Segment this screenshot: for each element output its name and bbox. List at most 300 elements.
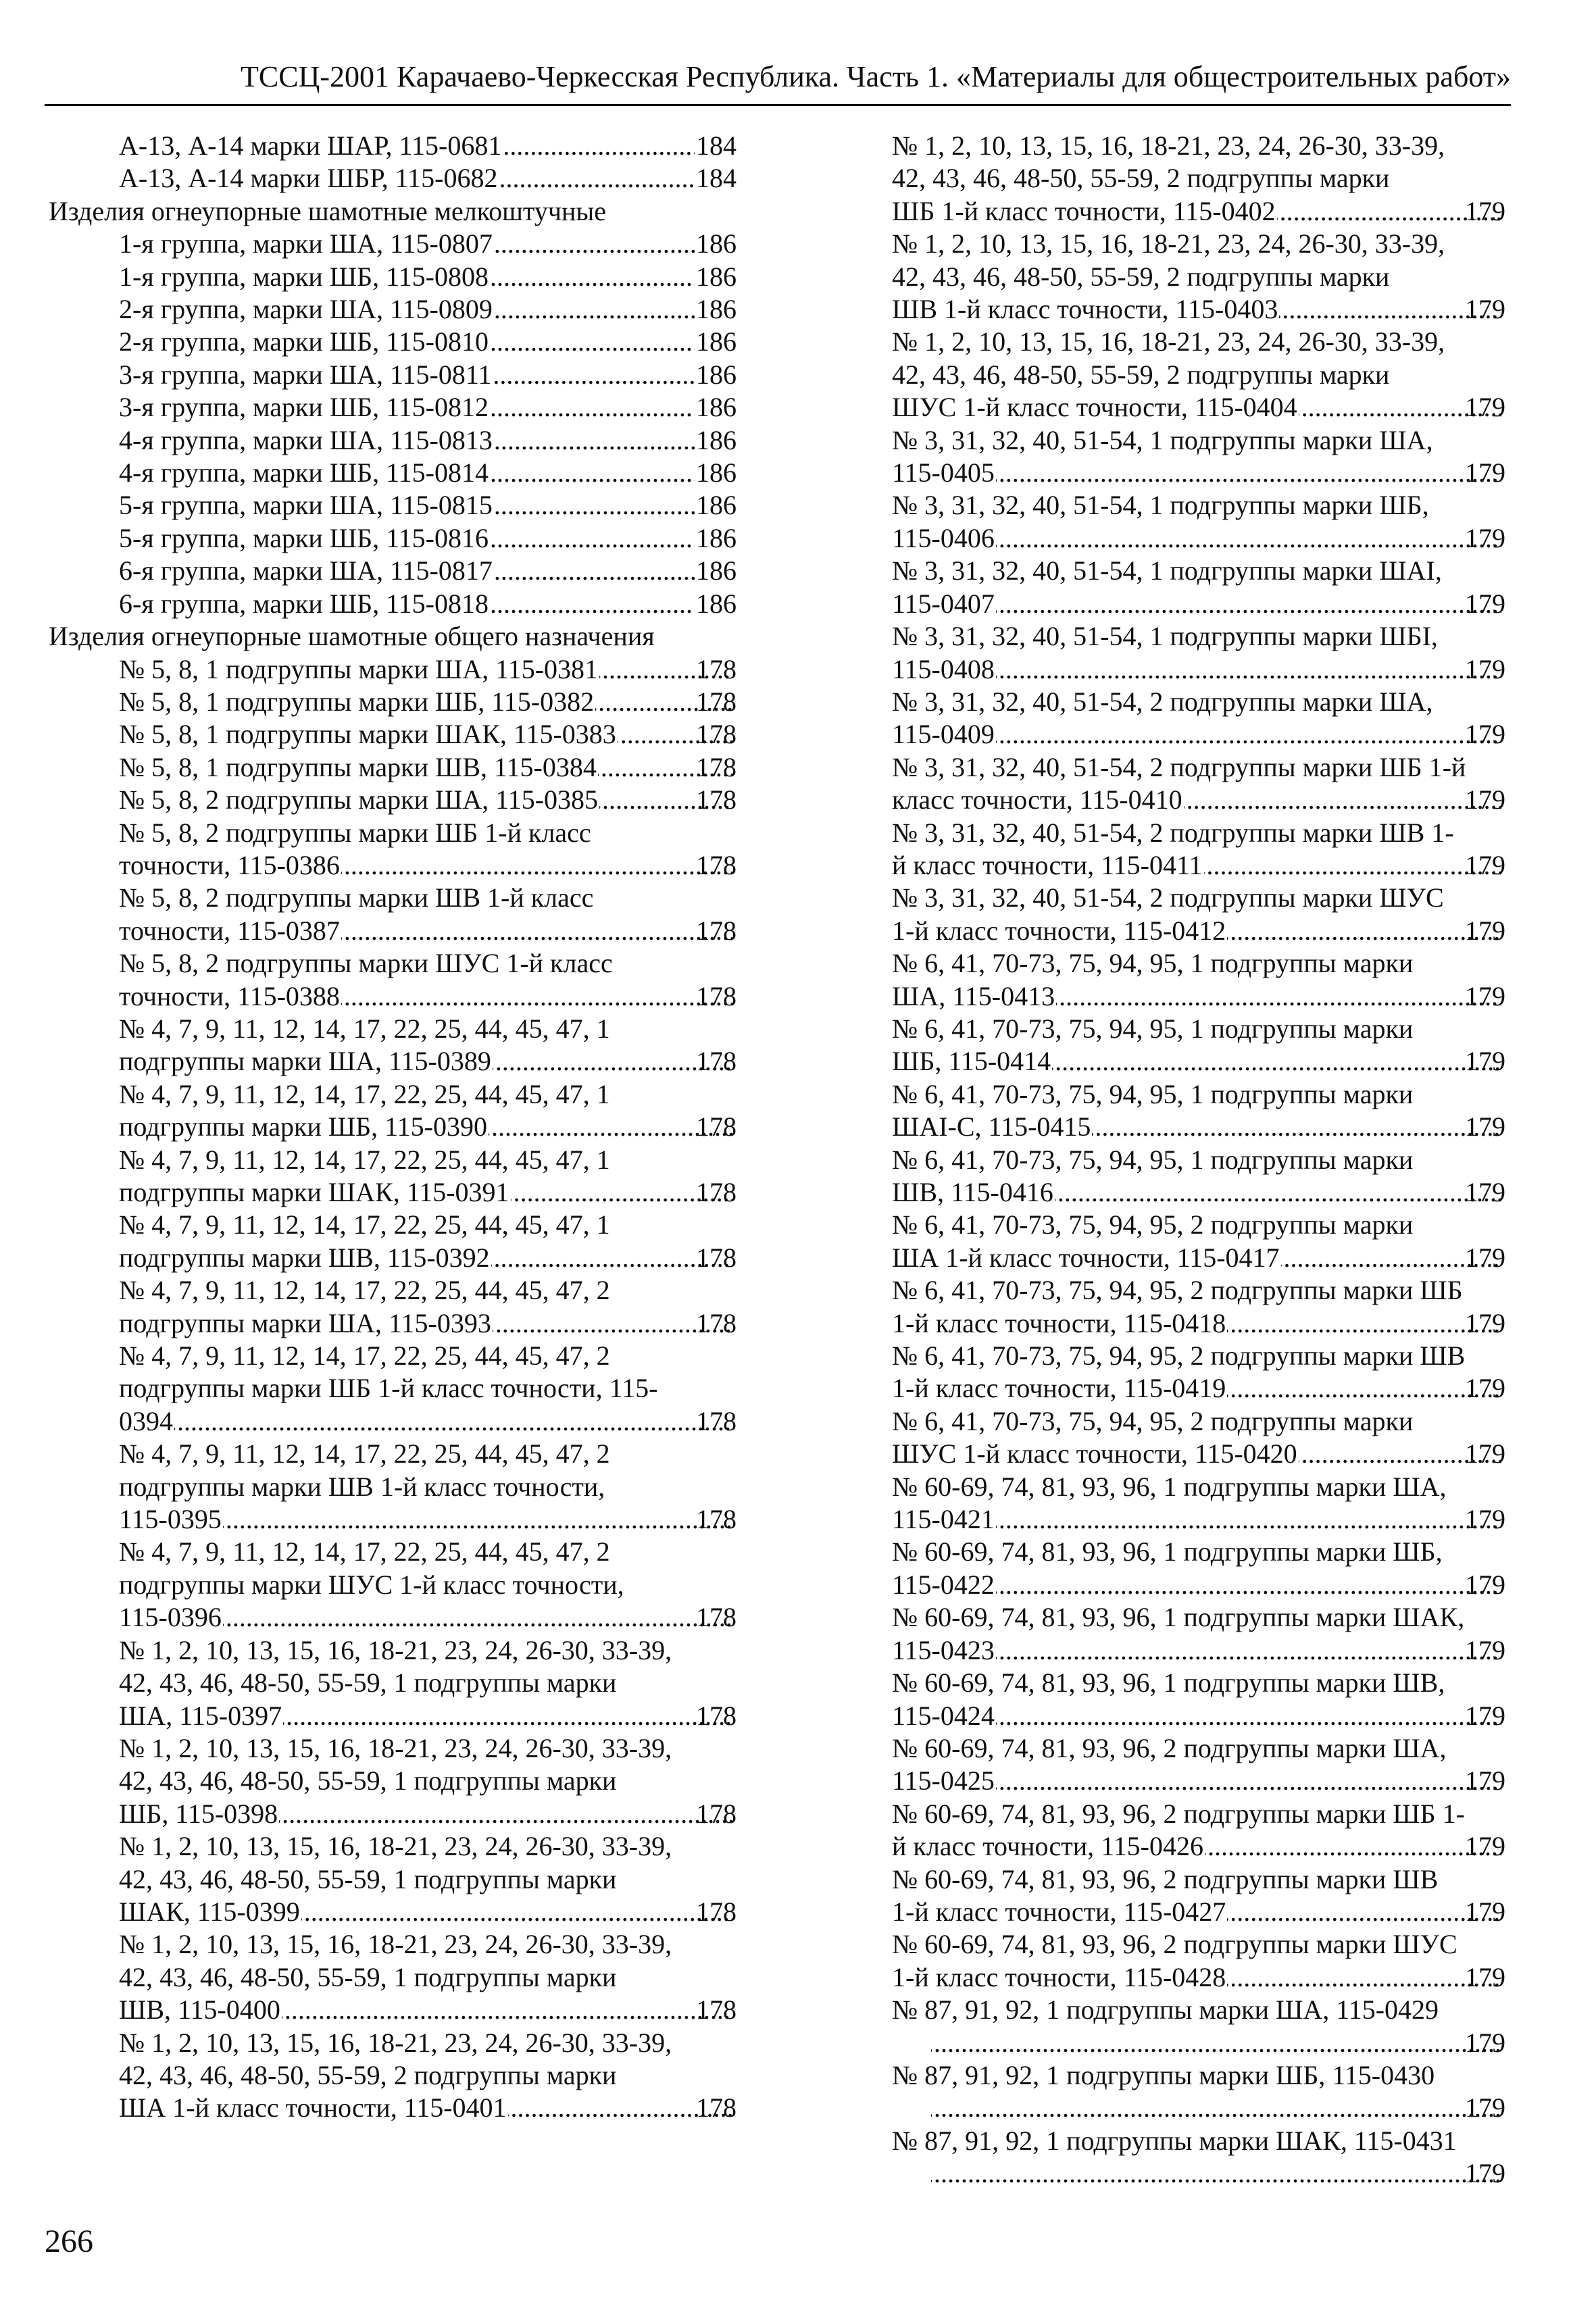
entry-text: № 6, 41, 70-73, 75, 94, 95, 2 подгруппы марки ШВ [892, 1340, 1466, 1372]
index-entry [49, 817, 737, 882]
dot-leader [1227, 1307, 1501, 1340]
index-entry [892, 1536, 1505, 1601]
entry-page-number: 178 [696, 1242, 737, 1273]
index-section-heading [49, 195, 737, 228]
entry-page-number: 179 [1465, 2158, 1505, 2189]
entry-page-number: 186 [696, 457, 737, 488]
entry-page-number: 178 [696, 980, 737, 1011]
entry-page-number: 184 [696, 130, 737, 161]
entry-text: А-13, А-14 марки ШАР, 115-0681 [119, 130, 502, 161]
entry-text: 1-я группа, марки ША, 115-0807 [119, 228, 493, 259]
index-column-right [892, 130, 1505, 2190]
dot-leader [490, 588, 695, 620]
dot-leader [1227, 1896, 1501, 1928]
entry-text: № 6, 41, 70-73, 75, 94, 95, 1 подгруппы марки [892, 1078, 1414, 1109]
entry-text: № 4, 7, 9, 11, 12, 14, 17, 22, 25, 44, 45, 47, 2 [119, 1340, 610, 1372]
index-entry [49, 1830, 737, 1928]
dot-leader [996, 1634, 1501, 1667]
index-entry [49, 1928, 737, 2026]
entry-text: № 1, 2, 10, 13, 15, 16, 18-21, 23, 24, 26-30, 33-39, [892, 228, 1445, 259]
dot-leader [494, 424, 695, 457]
entry-page-number: 179 [1465, 1961, 1505, 1992]
entry-page-number: 179 [1465, 457, 1505, 488]
index-entry [892, 555, 1505, 620]
entry-page-number: 179 [1465, 294, 1505, 325]
entry-page-number: 179 [1465, 653, 1505, 684]
entry-page-number: 178 [696, 1700, 737, 1731]
entry-page-number: 178 [696, 653, 737, 684]
entry-text: 115-0421 [892, 1504, 995, 1535]
index-entry [49, 162, 737, 195]
entry-text: ШБ 1-й класс точности, 115-0402 [892, 195, 1276, 226]
dot-leader [1227, 915, 1501, 947]
index-entry [892, 882, 1505, 947]
index-entry [49, 1209, 737, 1274]
dot-leader [1204, 849, 1502, 882]
entry-text: подгруппы марки ШВ 1-й класс точности, [119, 1471, 605, 1502]
entry-page-number: 179 [1465, 2027, 1505, 2058]
entry-text: 42, 43, 46, 48-50, 55-59, 2 подгруппы марки [892, 359, 1390, 390]
entry-text: 3-я группа, марки ША, 115-0811 [119, 359, 492, 390]
entry-text: 115-0396 [119, 1602, 222, 1633]
entry-page-number: 179 [1465, 1634, 1505, 1665]
entry-text: 115-0409 [892, 719, 995, 750]
index-entry [892, 1667, 1505, 1732]
index-entry [892, 620, 1505, 686]
dot-leader [1052, 1045, 1501, 1078]
dot-leader [490, 522, 695, 555]
entry-page-number: 178 [696, 784, 737, 815]
index-entry [49, 391, 737, 424]
entry-page-number: 186 [696, 228, 737, 259]
entry-text: 0394 [119, 1405, 173, 1436]
dot-leader [282, 1994, 732, 2026]
entry-text: № 4, 7, 9, 11, 12, 14, 17, 22, 25, 44, 45, 47, 1 [119, 1078, 610, 1109]
entry-text: 42, 43, 46, 48-50, 55-59, 2 подгруппы марки [119, 2059, 617, 2090]
header-title: ТССЦ-2001 Карачаево-Черкесская Республика. Часть 1. «Материалы для общестроительных работ» [241, 60, 1511, 93]
dot-leader [1227, 1372, 1501, 1405]
entry-page-number: 179 [1465, 2092, 1505, 2123]
index-entry [49, 228, 737, 260]
index-entry [49, 1013, 737, 1078]
entry-text: № 5, 8, 1 подгруппы марки ША, 115-0381 [119, 653, 599, 684]
entry-text: № 1, 2, 10, 13, 15, 16, 18-21, 23, 24, 26-30, 33-39, [119, 1831, 672, 1862]
entry-page-number: 179 [1465, 1896, 1505, 1927]
entry-text: 2-я группа, марки ШБ, 115-0810 [119, 326, 489, 357]
dot-leader [341, 915, 732, 947]
entry-text: подгруппы марки ШБ, 115-0390 [119, 1111, 487, 1142]
entry-text: № 1, 2, 10, 13, 15, 16, 18-21, 23, 24, 26-30, 33-39, [892, 326, 1445, 357]
entry-text: № 3, 31, 32, 40, 51-54, 2 подгруппы марки ШБ 1-й [892, 751, 1466, 782]
entry-text: ШБ, 115-0414 [892, 1046, 1051, 1077]
entry-text: подгруппы марки ШБ 1-й класс точности, 115- [119, 1373, 658, 1404]
dot-leader [931, 2027, 1501, 2059]
entry-text: й класс точности, 115-0426 [892, 1831, 1203, 1862]
index-entry [49, 1438, 737, 1536]
entry-text: № 87, 91, 92, 1 подгруппы марки ША, 115-0429 [892, 1994, 1439, 2026]
entry-page-number: 178 [696, 686, 737, 717]
entry-text: № 60-69, 74, 81, 93, 96, 2 подгруппы марки ШВ [892, 1863, 1439, 1894]
running-header [45, 59, 1511, 106]
entry-text: № 4, 7, 9, 11, 12, 14, 17, 22, 25, 44, 45, 47, 1 [119, 1209, 610, 1240]
index-entry [892, 1994, 1505, 2059]
index-entry [892, 686, 1505, 751]
entry-text: ШАК, 115-0399 [119, 1896, 300, 1927]
entry-text: подгруппы марки ША, 115-0393 [119, 1307, 491, 1338]
entry-text: № 6, 41, 70-73, 75, 94, 95, 2 подгруппы марки ШБ [892, 1275, 1463, 1306]
entry-page-number: 186 [696, 522, 737, 553]
entry-text: 115-0407 [892, 588, 995, 619]
dot-leader [341, 849, 732, 882]
entry-page-number: 178 [696, 849, 737, 880]
index-entry [892, 228, 1505, 326]
entry-text: № 3, 31, 32, 40, 51-54, 1 подгруппы марки ША, [892, 424, 1433, 455]
dot-leader [996, 1700, 1501, 1732]
dot-leader [341, 980, 732, 1013]
entry-text: № 4, 7, 9, 11, 12, 14, 17, 22, 25, 44, 45, 47, 2 [119, 1438, 610, 1469]
entry-page-number: 179 [1465, 195, 1505, 226]
entry-text: 115-0424 [892, 1700, 995, 1731]
index-entry [892, 1078, 1505, 1144]
dot-leader [494, 555, 695, 587]
entry-page-number: 179 [1465, 784, 1505, 815]
entry-text: № 6, 41, 70-73, 75, 94, 95, 2 подгруппы марки [892, 1405, 1414, 1436]
entry-text: № 3, 31, 32, 40, 51-54, 2 подгруппы марки ШУС [892, 882, 1444, 913]
entry-text: 115-0422 [892, 1569, 995, 1600]
entry-text: № 60-69, 74, 81, 93, 96, 2 подгруппы марки ШБ 1- [892, 1798, 1465, 1829]
index-entry [49, 1732, 737, 1830]
dot-leader [1227, 1961, 1501, 1994]
index-entry [892, 130, 1505, 228]
entry-text: № 6, 41, 70-73, 75, 94, 95, 1 подгруппы марки [892, 948, 1414, 979]
entry-text: 42, 43, 46, 48-50, 55-59, 1 подгруппы марки [119, 1667, 617, 1699]
entry-text: № 6, 41, 70-73, 75, 94, 95, 1 подгруппы марки [892, 1144, 1414, 1175]
entry-text: № 5, 8, 2 подгруппы марки ШБ 1-й класс [119, 817, 591, 848]
entry-text: № 5, 8, 1 подгруппы марки ШБ, 115-0382 [119, 686, 595, 717]
entry-text: 4-я группа, марки ШБ, 115-0814 [119, 457, 489, 488]
index-entry [892, 1471, 1505, 1536]
dot-leader [1092, 1111, 1501, 1143]
entry-text: Изделия огнеупорные шамотные мелкоштучные [49, 195, 607, 226]
index-entry [49, 1274, 737, 1340]
entry-page-number: 179 [1465, 588, 1505, 619]
dot-leader [493, 359, 695, 391]
entry-page-number: 179 [1465, 1177, 1505, 1207]
entry-text: 115-0423 [892, 1634, 995, 1665]
entry-text: № 5, 8, 2 подгруппы марки ШУС 1-й класс [119, 948, 613, 979]
index-entry [892, 1013, 1505, 1078]
index-section-heading [49, 620, 737, 653]
entry-page-number: 179 [1465, 1373, 1505, 1404]
dot-leader [996, 457, 1501, 489]
entry-page-number: 178 [696, 1602, 737, 1633]
entry-text: 3-я группа, марки ШБ, 115-0812 [119, 392, 489, 423]
entry-text: № 60-69, 74, 81, 93, 96, 1 подгруппы марки ШАК, [892, 1602, 1465, 1633]
index-entry [49, 718, 737, 751]
entry-text: № 3, 31, 32, 40, 51-54, 1 подгруппы марки ШБI, [892, 621, 1438, 652]
index-entry [892, 1732, 1505, 1798]
dot-leader [490, 391, 695, 424]
entry-text: ШУС 1-й класс точности, 115-0420 [892, 1438, 1297, 1469]
index-entry [892, 326, 1505, 424]
dot-leader [996, 1503, 1501, 1536]
entry-page-number: 179 [1465, 1438, 1505, 1469]
index-entry [892, 2125, 1505, 2190]
entry-text: 42, 43, 46, 48-50, 55-59, 2 подгруппы марки [892, 163, 1390, 194]
entry-text: точности, 115-0387 [119, 915, 340, 946]
index-entry [49, 522, 737, 555]
entry-page-number: 179 [1465, 1046, 1505, 1077]
entry-text: 115-0425 [892, 1765, 995, 1796]
entry-text: 2-я группа, марки ША, 115-0809 [119, 294, 493, 325]
index-entry [49, 326, 737, 358]
entry-text: подгруппы марки ШВ, 115-0392 [119, 1242, 490, 1273]
entry-text: № 6, 41, 70-73, 75, 94, 95, 1 подгруппы марки [892, 1013, 1414, 1044]
index-entry [49, 130, 737, 162]
dot-leader [1055, 1176, 1501, 1209]
entry-text: № 60-69, 74, 81, 93, 96, 1 подгруппы марки ШВ, [892, 1667, 1445, 1699]
entry-text: № 1, 2, 10, 13, 15, 16, 18-21, 23, 24, 26-30, 33-39, [119, 1634, 672, 1665]
entry-text: ША, 115-0413 [892, 980, 1055, 1011]
entry-text: 115-0406 [892, 522, 995, 553]
entry-text: ША 1-й класс точности, 115-0417 [892, 1242, 1280, 1273]
entry-page-number: 178 [696, 1111, 737, 1142]
entry-page-number: 186 [696, 490, 737, 521]
entry-page-number: 179 [1465, 392, 1505, 423]
index-entry [49, 424, 737, 457]
dot-leader [996, 522, 1501, 555]
page-number: 266 [45, 2223, 93, 2259]
entry-text: подгруппы марки ША, 115-0389 [119, 1046, 491, 1077]
entry-text: № 4, 7, 9, 11, 12, 14, 17, 22, 25, 44, 45, 47, 1 [119, 1144, 610, 1175]
index-entry [49, 1340, 737, 1438]
dot-leader [494, 228, 695, 260]
entry-text: № 3, 31, 32, 40, 51-54, 1 подгруппы марки ШБ, [892, 490, 1429, 521]
entry-text: 6-я группа, марки ШБ, 115-0818 [119, 588, 489, 619]
entry-page-number: 186 [696, 588, 737, 619]
entry-page-number: 179 [1465, 1765, 1505, 1796]
index-entry [49, 588, 737, 620]
entry-text: 115-0405 [892, 457, 995, 488]
entry-text: 1-й класс точности, 115-0428 [892, 1961, 1226, 1992]
entry-text: № 60-69, 74, 81, 93, 96, 2 подгруппы марки ША, [892, 1732, 1447, 1763]
entry-page-number: 186 [696, 424, 737, 455]
entry-page-number: 179 [1465, 915, 1505, 946]
entry-page-number: 179 [1465, 1504, 1505, 1535]
index-entry [892, 1274, 1505, 1340]
entry-page-number: 179 [1465, 1111, 1505, 1142]
entry-page-number: 178 [696, 1405, 737, 1436]
index-entry [49, 2027, 737, 2125]
entry-page-number: 178 [696, 1798, 737, 1829]
entry-text: № 4, 7, 9, 11, 12, 14, 17, 22, 25, 44, 45, 47, 1 [119, 1013, 610, 1044]
entry-text: ШВ 1-й класс точности, 115-0403 [892, 294, 1278, 325]
entry-text: № 6, 41, 70-73, 75, 94, 95, 2 подгруппы марки [892, 1209, 1414, 1240]
entry-text: 6-я группа, марки ША, 115-0817 [119, 555, 493, 586]
entry-text: й класс точности, 115-0411 [892, 849, 1203, 880]
index-entry [49, 947, 737, 1013]
entry-page-number: 179 [1465, 522, 1505, 553]
entry-page-number: 179 [1465, 849, 1505, 880]
dot-leader [279, 1798, 732, 1830]
entry-page-number: 186 [696, 326, 737, 357]
entry-text: 115-0395 [119, 1504, 222, 1535]
entry-text: 1-й класс точности, 115-0418 [892, 1307, 1226, 1338]
dot-leader [494, 489, 695, 522]
entry-page-number: 186 [696, 555, 737, 586]
entry-page-number: 179 [1465, 1831, 1505, 1862]
dot-leader [490, 326, 695, 358]
entry-page-number: 178 [696, 1896, 737, 1927]
dot-leader [490, 457, 695, 489]
index-entry [892, 1405, 1505, 1471]
entry-page-number: 179 [1465, 1307, 1505, 1338]
index-entry [49, 293, 737, 326]
entry-text: ШВ, 115-0416 [892, 1177, 1053, 1207]
index-entry [49, 784, 737, 816]
entry-text: № 3, 31, 32, 40, 51-54, 2 подгруппы марки ШВ 1- [892, 817, 1454, 848]
dot-leader [1184, 784, 1501, 816]
index-entry [49, 261, 737, 293]
entry-text: 5-я группа, марки ШБ, 115-0816 [119, 522, 489, 553]
index-entry [49, 359, 737, 391]
index-entry [892, 1863, 1505, 1929]
index-entry [892, 751, 1505, 817]
index-entry [892, 1601, 1505, 1667]
entry-text: ШУС 1-й класс точности, 115-0404 [892, 392, 1297, 423]
entry-text: № 5, 8, 2 подгруппы марки ШВ 1-й класс [119, 882, 594, 913]
dot-leader [996, 588, 1501, 620]
entry-text: ШАI-С, 115-0415 [892, 1111, 1091, 1142]
entry-text: ШВ, 115-0400 [119, 1994, 280, 2026]
dot-leader [223, 1601, 732, 1634]
index-entry [49, 1144, 737, 1209]
entry-page-number: 179 [1465, 1242, 1505, 1273]
entry-page-number: 179 [1465, 1569, 1505, 1600]
dot-leader [996, 1765, 1501, 1797]
dot-leader [1056, 980, 1501, 1013]
dot-leader [931, 2157, 1501, 2190]
index-entry [49, 653, 737, 686]
index-entry [49, 457, 737, 489]
entry-page-number: 178 [696, 1177, 737, 1207]
dot-leader [931, 2092, 1501, 2124]
entry-text: 1-й класс точности, 115-0412 [892, 915, 1226, 946]
entry-page-number: 178 [696, 2092, 737, 2123]
entry-page-number: 179 [1465, 719, 1505, 750]
index-entry [892, 1340, 1505, 1405]
dot-leader [996, 653, 1501, 686]
entry-text: 5-я группа, марки ША, 115-0815 [119, 490, 493, 521]
entry-page-number: 178 [696, 915, 737, 946]
entry-page-number: 178 [696, 719, 737, 750]
index-entry [49, 555, 737, 587]
entry-text: точности, 115-0388 [119, 980, 340, 1011]
entry-text: ША 1-й класс точности, 115-0401 [119, 2092, 507, 2123]
entry-text: 42, 43, 46, 48-50, 55-59, 1 подгруппы марки [119, 1863, 617, 1894]
entry-text: ШБ, 115-0398 [119, 1798, 278, 1829]
entry-text: № 5, 8, 2 подгруппы марки ША, 115-0385 [119, 784, 599, 815]
entry-text: 115-0408 [892, 653, 995, 684]
index-entry [892, 1144, 1505, 1209]
entry-text: 4-я группа, марки ША, 115-0813 [119, 424, 493, 455]
entry-text: 1-й класс точности, 115-0427 [892, 1896, 1226, 1927]
dot-leader [490, 261, 695, 293]
dot-leader [503, 130, 695, 162]
index-entry [892, 1928, 1505, 1994]
entry-text: 42, 43, 46, 48-50, 55-59, 1 подгруппы марки [119, 1765, 617, 1796]
dot-leader [996, 718, 1501, 751]
index-entry [892, 1209, 1505, 1274]
entry-text: Изделия огнеупорные шамотные общего назначения [49, 621, 655, 652]
entry-text: 42, 43, 46, 48-50, 55-59, 2 подгруппы марки [892, 261, 1390, 292]
entry-text: ША, 115-0397 [119, 1700, 282, 1731]
entry-text: № 4, 7, 9, 11, 12, 14, 17, 22, 25, 44, 45, 47, 2 [119, 1275, 610, 1306]
index-entry [892, 2059, 1505, 2125]
dot-leader [1205, 1830, 1501, 1863]
entry-text: № 1, 2, 10, 13, 15, 16, 18-21, 23, 24, 26-30, 33-39, [119, 2027, 672, 2058]
dot-leader [499, 162, 695, 195]
entry-page-number: 179 [1465, 980, 1505, 1011]
entry-page-number: 178 [696, 1046, 737, 1077]
index-entry [892, 817, 1505, 882]
index-entry [49, 1078, 737, 1144]
entry-page-number: 186 [696, 294, 737, 325]
entry-text: № 3, 31, 32, 40, 51-54, 2 подгруппы марки ША, [892, 686, 1433, 717]
dot-leader [301, 1896, 732, 1928]
entry-text: точности, 115-0386 [119, 849, 340, 880]
entry-text: 42, 43, 46, 48-50, 55-59, 1 подгруппы марки [119, 1961, 617, 1992]
dot-leader [174, 1405, 732, 1438]
entry-text: класс точности, 115-0410 [892, 784, 1182, 815]
entry-text: 1-й класс точности, 115-0419 [892, 1373, 1226, 1404]
index-entry [49, 882, 737, 947]
entry-page-number: 184 [696, 163, 737, 194]
entry-text: № 5, 8, 1 подгруппы марки ШАК, 115-0383 [119, 719, 616, 750]
index-entry [892, 947, 1505, 1013]
index-entry [49, 686, 737, 718]
index-entry [892, 424, 1505, 490]
entry-text: № 3, 31, 32, 40, 51-54, 1 подгруппы марки ШАI, [892, 555, 1442, 586]
dot-leader [223, 1503, 732, 1536]
dot-leader [494, 293, 695, 326]
entry-text: № 60-69, 74, 81, 93, 96, 2 подгруппы марки ШУС [892, 1929, 1457, 1960]
index-column-left [49, 130, 737, 2125]
entry-text: подгруппы марки ШАК, 115-0391 [119, 1177, 509, 1207]
entry-text: № 1, 2, 10, 13, 15, 16, 18-21, 23, 24, 26-30, 33-39, [892, 130, 1445, 161]
entry-text: № 60-69, 74, 81, 93, 96, 1 подгруппы марки ША, [892, 1471, 1447, 1502]
entry-text: № 1, 2, 10, 13, 15, 16, 18-21, 23, 24, 26-30, 33-39, [119, 1732, 672, 1763]
entry-text: 1-я группа, марки ШБ, 115-0808 [119, 261, 489, 292]
index-entry [49, 1536, 737, 1634]
index-entry [49, 1634, 737, 1732]
entry-page-number: 178 [696, 1994, 737, 2026]
entry-text: А-13, А-14 марки ШБР, 115-0682 [119, 163, 498, 194]
index-entry [892, 489, 1505, 555]
entry-text: № 87, 91, 92, 1 подгруппы марки ШАК, 115-0431 [892, 2125, 1457, 2156]
entry-page-number: 186 [696, 261, 737, 292]
index-entry [892, 1798, 1505, 1863]
index-entry [49, 751, 737, 784]
dot-leader [996, 1569, 1501, 1601]
entry-page-number: 186 [696, 359, 737, 390]
entry-text: № 87, 91, 92, 1 подгруппы марки ШБ, 115-0430 [892, 2059, 1435, 2090]
dot-leader [283, 1700, 732, 1732]
index-entry [49, 489, 737, 522]
entry-page-number: 179 [1465, 1700, 1505, 1731]
entry-text: № 60-69, 74, 81, 93, 96, 1 подгруппы марки ШБ, [892, 1536, 1443, 1567]
entry-text: подгруппы марки ШУС 1-й класс точности, [119, 1569, 624, 1600]
